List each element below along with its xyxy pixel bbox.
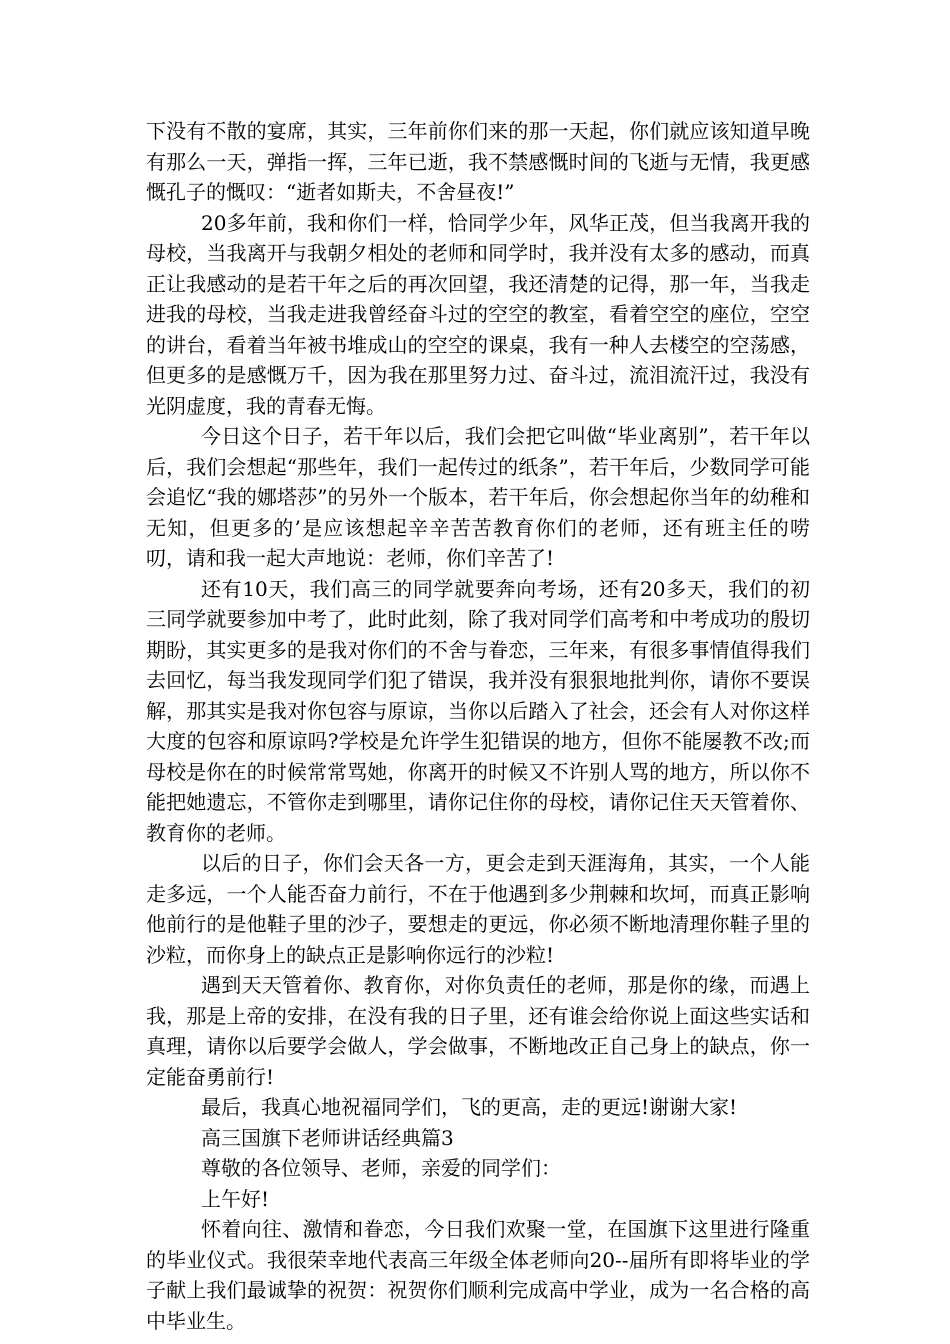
paragraph-5: 以后的日子，你们会天各一方，更会走到天涯海角，其实，一个人能走多远，一个人能否奋力前行，不在于他遇到多少荆棘和坎坷，而真正影响他前行的是他鞋子里的沙子，要想走的更远，你必须不断地清理你鞋子里的沙粒，而你身上的缺点正是影响你远行的沙粒!: [146, 851, 810, 967]
salutation: 尊敬的各位领导、老师，亲爱的同学们：: [201, 1156, 561, 1180]
document-page: [146, 116, 810, 1336]
closing-line: 最后，我真心地祝福同学们，飞的更高，走的更远!谢谢大家!: [201, 1095, 738, 1119]
section-heading: 高三国旗下老师讲话经典篇3: [201, 1125, 454, 1150]
paragraph-6: 遇到天天管着你、教育你，对你负责任的老师，那是你的缘，而遇上我，那是上帝的安排，在没有我的日子里，还有谁会给你说上面这些实话和真理，请你以后要学会做人，学会做事，不断地改正自己身上的缺点，你一定能奋勇前行!: [146, 973, 810, 1089]
paragraph-3: 今日这个日子，若干年以后，我们会把它叫做“毕业离别”，若干年以后，我们会想起“那些年，我们一起传过的纸条”，若干年后，少数同学可能会追忆“我的娜塔莎”的另外一个版本，若干年后，你会想起你当年的幼稚和无知，但更多的’是应该想起辛辛苦苦教育你们的老师，还有班主任的唠叨，请和我一起大声地说：老师，你们辛苦了!: [146, 424, 810, 570]
paragraph-2: 20多年前，我和你们一样，恰同学少年，风华正茂，但当我离开我的母校，当我离开与我朝夕相处的老师和同学时，我并没有太多的感动，而真正让我感动的是若干年之后的再次回望，我还清楚的记得，那一年，当我走进我的母校，当我走进我曾经奋斗过的空空的教室，看着空空的座位，空空的讲台，看着当年被书堆成山的空空的课桌，我有一种人去楼空的空荡感，但更多的是感慨万千，因为我在那里努力过、奋斗过，流泪流汗过，我没有光阴虚度，我的青春无悔。: [146, 210, 810, 418]
paragraph-7: 怀着向往、激情和眷恋，今日我们欢聚一堂，在国旗下这里进行隆重的毕业仪式。我很荣幸地代表高三年级全体老师向20--届所有即将毕业的学子献上我们最诚挚的祝贺：祝贺你们顺利完成高中学业，成为一名合格的高中毕业生。: [146, 1217, 810, 1333]
greeting: 上午好!: [201, 1186, 270, 1211]
paragraph-1: 下没有不散的宴席，其实，三年前你们来的那一天起，你们就应该知道早晚有那么一天，弹指一挥，三年已逝，我不禁感慨时间的飞逝与无情，我更感慨孔子的慨叹：“逝者如斯夫，不舍昼夜!”: [146, 119, 810, 204]
paragraph-4: 还有10天，我们高三的同学就要奔向考场，还有20多天，我们的初三同学就要参加中考了，此时此刻，除了我对同学们高考和中考成功的殷切期盼，其实更多的是我对你们的不舍与眷恋，三年来，有很多事情值得我们去回忆，每当我发现同学们犯了错误，我并没有狠狠地批判你，请你不要误解，那其实是我对你包容与原谅，当你以后踏入了社会，还会有人对你这样大度的包容和原谅吗?学校是允许学生犯错误的地方，但你不能屡教不改;而母校是你在的时候常常骂她，你离开的时候又不许别人骂的地方，所以你不能把她遗忘，不管你走到哪里，请你记住你的母校，请你记住天天管着你、教育你的老师。: [146, 576, 810, 845]
